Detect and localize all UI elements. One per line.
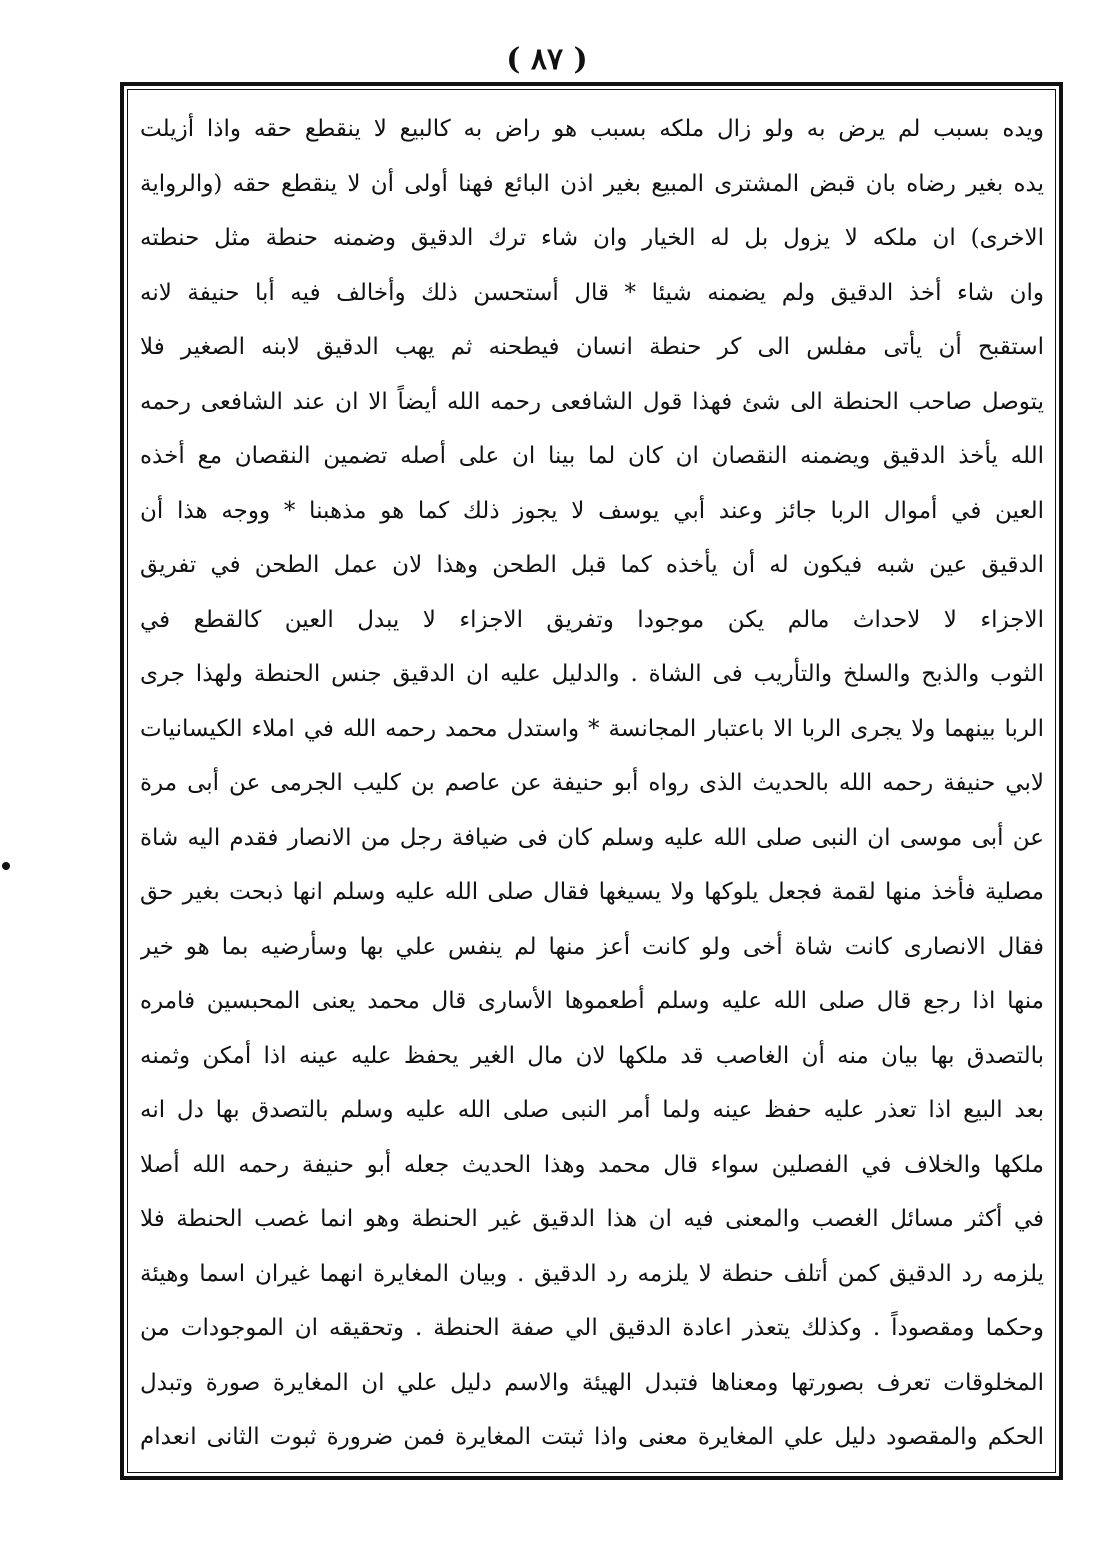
text-line: يلزمه رد الدقيق كمن أتلف حنطة لا يلزمه رد الدقيق . وبيان المغايرة انهما غيران اسما وهيئة xyxy=(140,1260,1044,1287)
text-line: ويده بسبب لم يرض به ولو زال ملكه بسبب هو راض به كالبيع لا ينقطع حقه واذا أزيلت xyxy=(140,116,1044,142)
text-line: استقبح أن يأتى مفلس الى كر حنطة انسان فيطحنه ثم يهب الدقيق لابنه الصغير فلا xyxy=(140,334,1044,360)
text-line: وحكما ومقصوداً . وكذلك يتعذر اعادة الدقيق الي صفة الحنطة . وتحقيقه ان الموجودات من xyxy=(140,1315,1044,1341)
text-line: وان شاء أخذ الدقيق ولم يضمنه شيئا * قال أستحسن ذلك وأخالف فيه أبا حنيفة لانه xyxy=(140,279,1044,306)
text-line: فقال الانصارى كانت شاة أخى ولو كانت أعز منها لم ينفس علي بها وسأرضيه بما هو خير xyxy=(140,933,1044,960)
text-line: مصلية فأخذ منها لقمة فجعل يلوكها ولا يسيغها فقال صلى الله عليه وسلم انها ذبحت بغير حق xyxy=(140,879,1044,905)
text-line: الاجزاء لا لاحداث مالم يكن موجودا وتفريق الاجزاء لا يبدل العين كالقطع في xyxy=(140,606,1044,633)
text-line: عن أبى موسى ان النبى صلى الله عليه وسلم كان فى ضيافة رجل من الانصار فقدم اليه شاة xyxy=(140,824,1044,851)
text-line: منها اذا رجع قال صلى الله عليه وسلم أطعموها الأسارى قال محمد يعنى المحبسين فامره xyxy=(140,988,1044,1014)
text-line: في أكثر مسائل الغصب والمعنى فيه ان هذا الدقيق غير الحنطة وهو انما غصب الحنطة فلا xyxy=(140,1206,1044,1232)
text-line: الاخرى) ان ملكه لا يزول بل له الخيار وان شاء ترك الدقيق وضمنه حنطة مثل حنطته xyxy=(140,225,1044,251)
margin-dot xyxy=(2,862,10,870)
text-line: بعد البيع اذا تعذر عليه حفظ عينه ولما أمر النبى صلى الله عليه وسلم بالتصدق بها دل انه xyxy=(140,1097,1044,1123)
text-line: بالتصدق بها بيان منه أن الغاصب قد ملكها لان مال الغير يحفظ عليه عينه اذا أمكن وثمنه xyxy=(140,1042,1044,1069)
text-line: الثوب والذبح والسلخ والتأريب فى الشاة . والدليل عليه ان الدقيق جنس الحنطة ولهذا جرى xyxy=(140,661,1044,687)
text-line: يده بغير رضاه بان قبض المشترى المبيع بغير اذن البائع فهنا أولى أن لا ينقطع حقه (والرواية xyxy=(140,170,1044,197)
text-line: العين في أموال الربا جائز وعند أبي يوسف لا يجوز ذلك كما هو مذهبنا * ووجه هذا أن xyxy=(140,497,1044,524)
body-text xyxy=(140,108,1044,1458)
text-line: ملكها والخلاف في الفصلين سواء قال محمد وهذا الحديث جعله أبو حنيفة رحمه الله أصلا xyxy=(140,1151,1044,1178)
text-line: الله يأخذ الدقيق ويضمنه النقصان ان كان لما بينا ان على أصله تضمين النقصان مع أخذه xyxy=(140,443,1044,469)
text-line: يتوصل صاحب الحنطة الى شئ فهذا قول الشافعى رحمه الله أيضاً الا ان عند الشافعى رحمه xyxy=(140,388,1044,415)
text-line: الربا بينهما ولا يجرى الربا الا باعتبار المجانسة * واستدل محمد رحمه الله في املاء الكيسانيات xyxy=(140,715,1044,742)
text-line: المخلوقات تعرف بصورتها ومعناها فتبدل الهيئة والاسم دليل علي ان المغايرة صورة وتبدل xyxy=(140,1369,1044,1396)
page-number: ( ٨٧ ) xyxy=(506,42,588,77)
text-line: الحكم والمقصود دليل علي المغايرة معنى واذا ثبتت المغايرة فمن ضرورة ثبوت الثانى انعدام xyxy=(140,1424,1044,1450)
text-line: لابي حنيفة رحمه الله بالحديث الذى رواه أبو حنيفة عن عاصم بن كليب الجرمى عن أبى مرة xyxy=(140,770,1044,796)
text-line: الدقيق عين شبه فيكون له أن يأخذه كما قبل الطحن وهذا لان عمل الطحن في تفريق xyxy=(140,552,1044,578)
